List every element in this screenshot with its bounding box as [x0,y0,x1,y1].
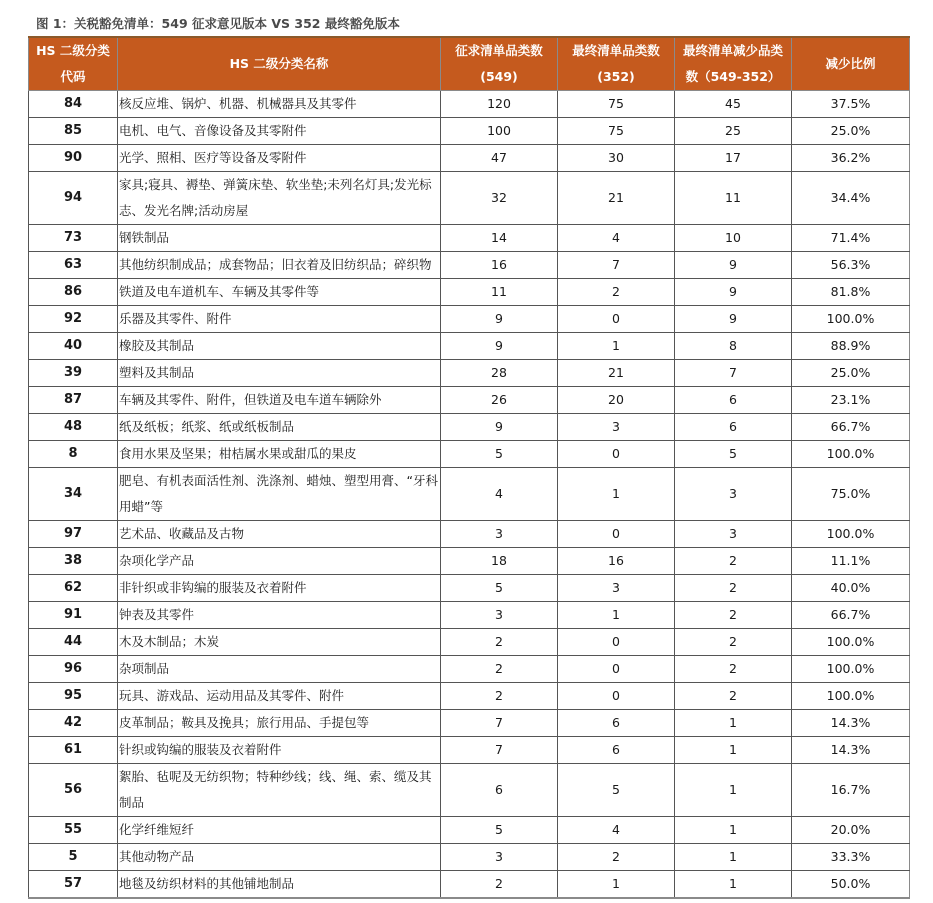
hs-code-cell: 84 [29,91,118,118]
reduced-count-cell: 2 [675,683,792,710]
table-row [29,575,910,602]
reduction-ratio-cell: 75.0% [792,468,910,521]
hs-name-cell: 玩具、游戏品、运动用品及其零件、附件 [118,683,441,710]
table-row [29,225,910,252]
reduction-ratio-cell: 40.0% [792,575,910,602]
draft-count-cell: 9 [441,333,558,360]
final-count-cell: 6 [558,737,675,764]
hs-name-cell: 肥皂、有机表面活性剂、洗涤剂、蜡烛、塑型用膏、“牙科用蜡”等 [118,468,441,521]
hs-code-cell: 44 [29,629,118,656]
final-count-cell: 75 [558,118,675,145]
draft-count-cell: 120 [441,91,558,118]
hs-name-cell: 非针织或非钩编的服装及衣着附件 [118,575,441,602]
reduced-count-cell: 9 [675,306,792,333]
final-count-cell: 6 [558,710,675,737]
final-count-cell: 0 [558,683,675,710]
reduction-ratio-cell: 11.1% [792,548,910,575]
hs-name-cell: 钢铁制品 [118,225,441,252]
hs-name-cell: 家具;寝具、褥垫、弹簧床垫、软坐垫;未列名灯具;发光标志、发光名牌;活动房屋 [118,172,441,225]
table-row [29,279,910,306]
draft-count-cell: 11 [441,279,558,306]
hs-code-cell: 62 [29,575,118,602]
table-row [29,360,910,387]
hs-code-cell: 55 [29,817,118,844]
reduction-ratio-cell: 100.0% [792,683,910,710]
final-count-cell: 0 [558,629,675,656]
table-row [29,844,910,871]
hs-code-cell: 90 [29,145,118,172]
draft-count-cell: 47 [441,145,558,172]
reduction-ratio-cell: 50.0% [792,871,910,899]
hs-name-cell: 木及木制品；木炭 [118,629,441,656]
reduction-ratio-cell: 66.7% [792,414,910,441]
hs-name-cell: 车辆及其零件、附件，但铁道及电车道车辆除外 [118,387,441,414]
reduced-count-cell: 2 [675,575,792,602]
hs-code-cell: 87 [29,387,118,414]
hs-code-cell: 34 [29,468,118,521]
reduced-count-cell: 11 [675,172,792,225]
hs-name-cell: 皮革制品；鞍具及挽具；旅行用品、手提包等 [118,710,441,737]
reduction-ratio-cell: 23.1% [792,387,910,414]
header-reduction-ratio: 减少比例 [792,37,910,91]
draft-count-cell: 18 [441,548,558,575]
draft-count-cell: 4 [441,468,558,521]
final-count-cell: 1 [558,602,675,629]
reduced-count-cell: 5 [675,441,792,468]
final-count-cell: 21 [558,172,675,225]
hs-code-cell: 40 [29,333,118,360]
draft-count-cell: 2 [441,629,558,656]
table-row [29,118,910,145]
hs-name-cell: 食用水果及坚果；柑桔属水果或甜瓜的果皮 [118,441,441,468]
table-row [29,656,910,683]
draft-count-cell: 9 [441,414,558,441]
draft-count-cell: 5 [441,575,558,602]
final-count-cell: 0 [558,306,675,333]
table-header-row [29,37,910,91]
hs-code-cell: 8 [29,441,118,468]
reduced-count-cell: 9 [675,252,792,279]
draft-count-cell: 6 [441,764,558,817]
reduced-count-cell: 2 [675,548,792,575]
hs-name-cell: 杂项制品 [118,656,441,683]
hs-code-cell: 42 [29,710,118,737]
final-count-cell: 0 [558,521,675,548]
draft-count-cell: 32 [441,172,558,225]
hs-name-cell: 光学、照相、医疗等设备及零附件 [118,145,441,172]
hs-code-cell: 86 [29,279,118,306]
table-row [29,414,910,441]
hs-name-cell: 纸及纸板；纸浆、纸或纸板制品 [118,414,441,441]
final-count-cell: 3 [558,414,675,441]
header-hs-name: HS 二级分类名称 [118,37,441,91]
hs-code-cell: 95 [29,683,118,710]
draft-count-cell: 3 [441,844,558,871]
table-row [29,871,910,899]
reduction-ratio-cell: 66.7% [792,602,910,629]
hs-name-cell: 橡胶及其制品 [118,333,441,360]
reduced-count-cell: 8 [675,333,792,360]
reduced-count-cell: 1 [675,710,792,737]
reduction-ratio-cell: 34.4% [792,172,910,225]
reduced-count-cell: 2 [675,629,792,656]
draft-count-cell: 5 [441,441,558,468]
hs-name-cell: 其他纺织制成品；成套物品；旧衣着及旧纺织品；碎织物 [118,252,441,279]
header-reduced-count: 最终清单减少品类数（549-352） [675,37,792,91]
reduction-ratio-cell: 25.0% [792,118,910,145]
draft-count-cell: 7 [441,737,558,764]
hs-code-cell: 5 [29,844,118,871]
hs-code-cell: 85 [29,118,118,145]
table-row [29,548,910,575]
draft-count-cell: 2 [441,656,558,683]
reduced-count-cell: 6 [675,387,792,414]
draft-count-cell: 7 [441,710,558,737]
hs-name-cell: 钟表及其零件 [118,602,441,629]
reduction-ratio-cell: 88.9% [792,333,910,360]
hs-name-cell: 絮胎、毡呢及无纺织物；特种纱线；线、绳、索、缆及其制品 [118,764,441,817]
final-count-cell: 20 [558,387,675,414]
hs-name-cell: 艺术品、收藏品及古物 [118,521,441,548]
hs-code-cell: 48 [29,414,118,441]
reduction-ratio-cell: 100.0% [792,629,910,656]
hs-name-cell: 地毯及纺织材料的其他铺地制品 [118,871,441,899]
table-row [29,683,910,710]
reduction-ratio-cell: 20.0% [792,817,910,844]
draft-count-cell: 14 [441,225,558,252]
draft-count-cell: 28 [441,360,558,387]
hs-name-cell: 化学纤维短纤 [118,817,441,844]
hs-code-cell: 61 [29,737,118,764]
reduction-ratio-cell: 14.3% [792,737,910,764]
hs-code-cell: 57 [29,871,118,899]
reduction-ratio-cell: 81.8% [792,279,910,306]
reduction-ratio-cell: 71.4% [792,225,910,252]
reduced-count-cell: 1 [675,817,792,844]
table-row [29,521,910,548]
final-count-cell: 2 [558,844,675,871]
reduced-count-cell: 25 [675,118,792,145]
hs-code-cell: 56 [29,764,118,817]
final-count-cell: 1 [558,871,675,899]
final-count-cell: 75 [558,91,675,118]
table-row [29,764,910,817]
reduced-count-cell: 2 [675,602,792,629]
hs-code-cell: 63 [29,252,118,279]
tariff-exemption-table [28,36,910,899]
reduced-count-cell: 10 [675,225,792,252]
header-final-count: 最终清单品类数 (352) [558,37,675,91]
reduction-ratio-cell: 37.5% [792,91,910,118]
reduced-count-cell: 45 [675,91,792,118]
reduced-count-cell: 2 [675,656,792,683]
reduction-ratio-cell: 36.2% [792,145,910,172]
final-count-cell: 0 [558,441,675,468]
hs-code-cell: 38 [29,548,118,575]
hs-code-cell: 94 [29,172,118,225]
table-row [29,333,910,360]
reduction-ratio-cell: 100.0% [792,521,910,548]
reduction-ratio-cell: 100.0% [792,441,910,468]
draft-count-cell: 2 [441,683,558,710]
final-count-cell: 0 [558,656,675,683]
table-row [29,629,910,656]
hs-name-cell: 其他动物产品 [118,844,441,871]
final-count-cell: 4 [558,225,675,252]
table-row [29,306,910,333]
draft-count-cell: 100 [441,118,558,145]
final-count-cell: 16 [558,548,675,575]
reduction-ratio-cell: 100.0% [792,306,910,333]
final-count-cell: 1 [558,468,675,521]
hs-code-cell: 97 [29,521,118,548]
hs-code-cell: 39 [29,360,118,387]
header-hs-code: HS 二级分类代码 [29,37,118,91]
final-count-cell: 1 [558,333,675,360]
hs-code-cell: 73 [29,225,118,252]
table-row [29,710,910,737]
table-row [29,387,910,414]
hs-name-cell: 杂项化学产品 [118,548,441,575]
hs-name-cell: 铁道及电车道机车、车辆及其零件等 [118,279,441,306]
draft-count-cell: 2 [441,871,558,899]
table-row [29,145,910,172]
draft-count-cell: 16 [441,252,558,279]
final-count-cell: 21 [558,360,675,387]
reduced-count-cell: 7 [675,360,792,387]
reduced-count-cell: 17 [675,145,792,172]
final-count-cell: 3 [558,575,675,602]
hs-code-cell: 92 [29,306,118,333]
hs-name-cell: 针织或钩编的服装及衣着附件 [118,737,441,764]
hs-name-cell: 塑料及其制品 [118,360,441,387]
hs-name-cell: 核反应堆、锅炉、机器、机械器具及其零件 [118,91,441,118]
reduction-ratio-cell: 16.7% [792,764,910,817]
table-row [29,602,910,629]
header-draft-count: 征求清单品类数 (549) [441,37,558,91]
table-row [29,468,910,521]
hs-code-cell: 91 [29,602,118,629]
table-row [29,441,910,468]
table-body [29,91,910,899]
table-row [29,172,910,225]
reduced-count-cell: 1 [675,764,792,817]
draft-count-cell: 9 [441,306,558,333]
reduced-count-cell: 6 [675,414,792,441]
table-row [29,817,910,844]
reduction-ratio-cell: 56.3% [792,252,910,279]
draft-count-cell: 3 [441,602,558,629]
draft-count-cell: 3 [441,521,558,548]
reduction-ratio-cell: 33.3% [792,844,910,871]
hs-code-cell: 96 [29,656,118,683]
final-count-cell: 5 [558,764,675,817]
hs-name-cell: 电机、电气、音像设备及其零附件 [118,118,441,145]
reduction-ratio-cell: 100.0% [792,656,910,683]
table-row [29,252,910,279]
reduced-count-cell: 1 [675,737,792,764]
reduced-count-cell: 3 [675,521,792,548]
reduced-count-cell: 1 [675,871,792,899]
final-count-cell: 7 [558,252,675,279]
reduced-count-cell: 3 [675,468,792,521]
final-count-cell: 30 [558,145,675,172]
reduction-ratio-cell: 14.3% [792,710,910,737]
reduced-count-cell: 9 [675,279,792,306]
draft-count-cell: 5 [441,817,558,844]
table-row [29,737,910,764]
draft-count-cell: 26 [441,387,558,414]
reduced-count-cell: 1 [675,844,792,871]
reduction-ratio-cell: 25.0% [792,360,910,387]
table-row [29,91,910,118]
final-count-cell: 4 [558,817,675,844]
hs-name-cell: 乐器及其零件、附件 [118,306,441,333]
figure-caption: 图 1：关税豁免清单：549 征求意见版本 VS 352 最终豁免版本 [36,16,400,31]
final-count-cell: 2 [558,279,675,306]
